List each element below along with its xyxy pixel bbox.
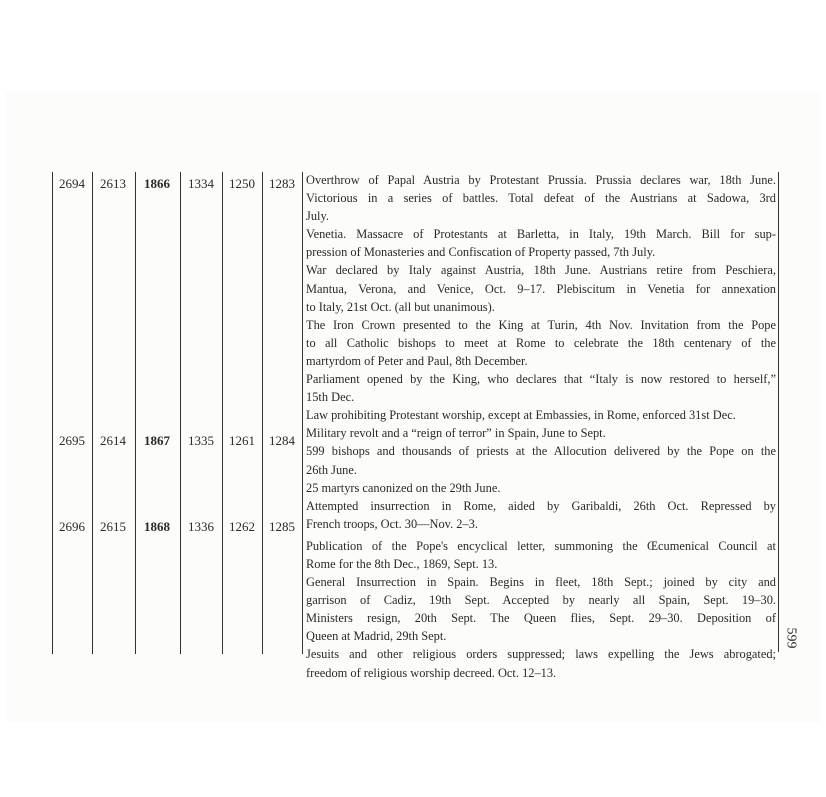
year-hijra: 1336	[188, 519, 214, 534]
year-col5: 1262	[229, 519, 255, 534]
event-line: 25 martyrs canonized on the 29th June.	[306, 480, 501, 495]
year-alt: 2614	[100, 433, 126, 448]
event-line: Queen at Madrid, 29th Sept.	[306, 629, 447, 644]
column-rule	[262, 172, 263, 654]
page-number: 599	[783, 627, 799, 649]
year-hijra: 1334	[188, 176, 214, 191]
event-line: The Iron Crown presented to the King at Turin, 4th Nov. Invitation from the Pope	[306, 317, 776, 332]
event-line: War declared by Italy against Austria, 18th June. Austrians retire from Peschiera,	[306, 263, 776, 278]
event-line: Publication of the Pope's encyclical letter, summoning the Œcumenical Council at	[306, 538, 776, 553]
event-line: 26th June.	[306, 462, 357, 477]
year-col6: 1285	[269, 519, 295, 534]
column-rule	[135, 172, 136, 654]
event-line: Overthrow of Papal Austria by Protestant Prussia. Prussia declares war, 18th June.	[306, 173, 776, 187]
event-line: pression of Monasteries and Confiscation of Property passed, 7th July.	[306, 245, 656, 260]
event-line: Ministers resign, 20th Sept. The Queen flies, Sept. 29–30. Deposition of	[306, 611, 776, 626]
event-line: garrison of Cadiz, 19th Sept. Accepted by nearly all Spain, Sept. 19–30.	[306, 593, 776, 608]
column-rule	[302, 172, 303, 654]
event-line: to Italy, 21st Oct. (all but unanimous).	[306, 299, 495, 314]
event-line: Law prohibiting Protestant worship, except at Embassies, in Rome, enforced 31st Dec.	[306, 408, 736, 423]
column-rule	[778, 172, 779, 652]
year-col5: 1261	[229, 433, 255, 448]
event-entry	[306, 316, 776, 370]
year-col6: 1283	[269, 176, 295, 191]
year-am: 2696	[59, 519, 85, 534]
event-entry	[306, 424, 776, 442]
year-ad: 1867	[144, 433, 170, 448]
event-entry	[306, 225, 776, 261]
event-line: Military revolt and a “reign of terror” in Spain, June to Sept.	[306, 426, 606, 441]
event-line: Parliament opened by the King, who declares that “Italy is now restored to herself,”	[306, 372, 776, 387]
year-col5: 1250	[229, 176, 255, 191]
column-rule	[180, 172, 181, 654]
event-entry	[306, 171, 776, 225]
event-line: Victorious in a series of battles. Total defeat of the Austrians at Sadowa, 3rd	[306, 191, 776, 206]
event-line: Mantua, Verona, and Venice, Oct. 9–17. Plebiscitum in Venetia for annexation	[306, 281, 776, 296]
event-entry	[306, 370, 776, 406]
year-am: 2694	[59, 176, 85, 191]
column-rule	[52, 172, 53, 654]
event-entry	[306, 442, 776, 478]
event-line: 599 bishops and thousands of priests at the Allocution delivered by the Pope on the	[306, 444, 776, 459]
event-line: General Insurrection in Spain. Begins in fleet, 18th Sept.; joined by city and	[306, 575, 776, 590]
year-hijra: 1335	[188, 433, 214, 448]
events-column	[306, 171, 776, 682]
event-line: July.	[306, 209, 329, 224]
event-line: 15th Dec.	[306, 390, 355, 405]
year-ad: 1868	[144, 519, 170, 534]
event-entry	[306, 479, 776, 497]
event-line: freedom of religious worship decreed. Oct. 12–13.	[306, 665, 557, 680]
event-line: Rome for the 8th Dec., 1869, Sept. 13.	[306, 556, 498, 571]
event-entry	[306, 497, 776, 533]
event-line: to all Catholic bishops to meet at Rome to celebrate the 18th centenary of the	[306, 335, 776, 350]
event-entry	[306, 261, 776, 315]
event-line: Venetia. Massacre of Protestants at Barletta, in Italy, 19th March. Bill for sup-	[306, 227, 776, 242]
event-entry	[306, 406, 776, 424]
event-entry	[306, 645, 776, 681]
event-line: French troops, Oct. 30—Nov. 2–3.	[306, 516, 478, 531]
column-rule	[92, 172, 93, 654]
event-line: Jesuits and other religious orders suppressed; laws expelling the Jews abrogated;	[306, 647, 776, 662]
event-entry	[306, 537, 776, 573]
year-alt: 2613	[100, 176, 126, 191]
year-alt: 2615	[100, 519, 126, 534]
column-rule	[222, 172, 223, 654]
event-line: Attempted insurrection in Rome, aided by Garibaldi, 26th Oct. Repressed by	[306, 498, 776, 513]
event-line: martyrdom of Peter and Paul, 8th December.	[306, 353, 528, 368]
year-col6: 1284	[269, 433, 295, 448]
event-entry	[306, 573, 776, 645]
year-ad: 1866	[144, 176, 170, 191]
year-am: 2695	[59, 433, 85, 448]
